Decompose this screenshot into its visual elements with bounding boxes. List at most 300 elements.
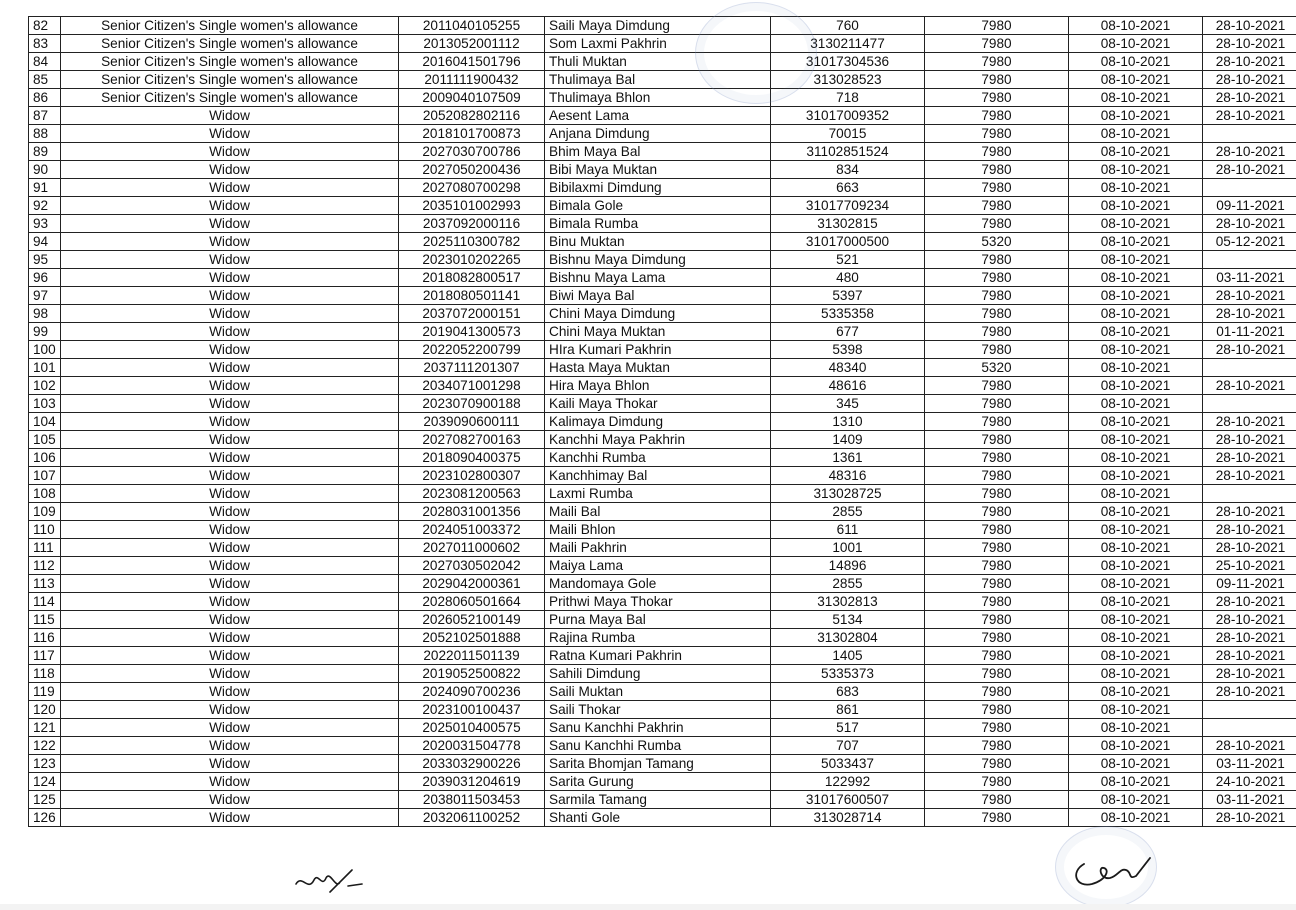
serial-number-cell: 103 [29, 395, 61, 413]
serial-number-cell: 94 [29, 233, 61, 251]
account-number-cell: 70015 [771, 125, 925, 143]
serial-number-cell: 126 [29, 809, 61, 827]
serial-number-cell: 82 [29, 17, 61, 35]
account-number-cell: 2855 [771, 575, 925, 593]
beneficiary-id-cell: 2019052500822 [399, 665, 545, 683]
beneficiary-id-cell: 2032061100252 [399, 809, 545, 827]
table-row [29, 449, 1296, 467]
beneficiary-id-cell: 2052082802116 [399, 107, 545, 125]
issue-date-cell: 08-10-2021 [1069, 53, 1203, 71]
account-number-cell: 31017304536 [771, 53, 925, 71]
payment-date-cell: 28-10-2021 [1203, 89, 1296, 107]
payment-date-cell [1203, 701, 1296, 719]
table-row [29, 719, 1296, 737]
payment-date-cell: 28-10-2021 [1203, 71, 1296, 89]
payment-date-cell: 28-10-2021 [1203, 17, 1296, 35]
issue-date-cell: 08-10-2021 [1069, 323, 1203, 341]
issue-date-cell: 08-10-2021 [1069, 737, 1203, 755]
serial-number-cell: 112 [29, 557, 61, 575]
issue-date-cell: 08-10-2021 [1069, 629, 1203, 647]
allowance-type-cell: Widow [61, 521, 399, 539]
beneficiary-name-cell: Kanchhi Maya Pakhrin [545, 431, 771, 449]
account-number-cell: 31017709234 [771, 197, 925, 215]
allowance-type-cell: Widow [61, 611, 399, 629]
account-number-cell: 31017600507 [771, 791, 925, 809]
table-row [29, 35, 1296, 53]
allowance-type-cell: Widow [61, 197, 399, 215]
beneficiary-id-cell: 2018101700873 [399, 125, 545, 143]
beneficiary-id-cell: 2027030700786 [399, 143, 545, 161]
beneficiary-id-cell: 2024051003372 [399, 521, 545, 539]
issue-date-cell: 08-10-2021 [1069, 539, 1203, 557]
table-row [29, 665, 1296, 683]
beneficiary-name-cell: Laxmi Rumba [545, 485, 771, 503]
beneficiary-id-cell: 2025010400575 [399, 719, 545, 737]
payment-date-cell: 24-10-2021 [1203, 773, 1296, 791]
amount-cell: 7980 [925, 647, 1069, 665]
table-row [29, 611, 1296, 629]
payment-date-cell [1203, 359, 1296, 377]
table-row [29, 359, 1296, 377]
issue-date-cell: 08-10-2021 [1069, 161, 1203, 179]
amount-cell: 7980 [925, 143, 1069, 161]
amount-cell: 7980 [925, 557, 1069, 575]
amount-cell: 7980 [925, 791, 1069, 809]
amount-cell: 7980 [925, 719, 1069, 737]
serial-number-cell: 99 [29, 323, 61, 341]
serial-number-cell: 93 [29, 215, 61, 233]
issue-date-cell: 08-10-2021 [1069, 665, 1203, 683]
issue-date-cell: 08-10-2021 [1069, 179, 1203, 197]
beneficiary-id-cell: 2029042000361 [399, 575, 545, 593]
allowance-type-cell: Widow [61, 107, 399, 125]
allowance-type-cell: Widow [61, 503, 399, 521]
allowance-type-cell: Widow [61, 413, 399, 431]
account-number-cell: 48316 [771, 467, 925, 485]
account-number-cell: 5335358 [771, 305, 925, 323]
amount-cell: 7980 [925, 341, 1069, 359]
amount-cell: 7980 [925, 737, 1069, 755]
issue-date-cell: 08-10-2021 [1069, 809, 1203, 827]
table-row [29, 107, 1296, 125]
allowance-type-cell: Widow [61, 629, 399, 647]
amount-cell: 7980 [925, 35, 1069, 53]
allowance-type-cell: Widow [61, 395, 399, 413]
serial-number-cell: 96 [29, 269, 61, 287]
beneficiary-id-cell: 2039031204619 [399, 773, 545, 791]
issue-date-cell: 08-10-2021 [1069, 755, 1203, 773]
table-row [29, 539, 1296, 557]
allowance-type-cell: Widow [61, 287, 399, 305]
allowance-type-cell: Widow [61, 161, 399, 179]
payment-date-cell: 05-12-2021 [1203, 233, 1296, 251]
table-row [29, 53, 1296, 71]
allowance-type-cell: Widow [61, 143, 399, 161]
allowance-type-cell: Senior Citizen's Single women's allowance [61, 89, 399, 107]
table-body [29, 17, 1296, 827]
issue-date-cell: 08-10-2021 [1069, 773, 1203, 791]
beneficiary-id-cell: 2023102800307 [399, 467, 545, 485]
amount-cell: 7980 [925, 503, 1069, 521]
allowance-type-cell: Widow [61, 449, 399, 467]
beneficiary-name-cell: Bimala Rumba [545, 215, 771, 233]
issue-date-cell: 08-10-2021 [1069, 269, 1203, 287]
serial-number-cell: 87 [29, 107, 61, 125]
account-number-cell: 5398 [771, 341, 925, 359]
beneficiary-name-cell: Chini Maya Muktan [545, 323, 771, 341]
beneficiary-name-cell: Som Laxmi Pakhrin [545, 35, 771, 53]
allowance-type-cell: Widow [61, 791, 399, 809]
amount-cell: 7980 [925, 89, 1069, 107]
allowance-type-cell: Widow [61, 539, 399, 557]
beneficiary-name-cell: Binu Muktan [545, 233, 771, 251]
serial-number-cell: 102 [29, 377, 61, 395]
beneficiary-name-cell: Bishnu Maya Lama [545, 269, 771, 287]
issue-date-cell: 08-10-2021 [1069, 107, 1203, 125]
amount-cell: 7980 [925, 629, 1069, 647]
beneficiary-name-cell: Chini Maya Dimdung [545, 305, 771, 323]
amount-cell: 7980 [925, 683, 1069, 701]
payment-date-cell: 25-10-2021 [1203, 557, 1296, 575]
payment-date-cell: 28-10-2021 [1203, 107, 1296, 125]
serial-number-cell: 101 [29, 359, 61, 377]
account-number-cell: 683 [771, 683, 925, 701]
amount-cell: 7980 [925, 665, 1069, 683]
table-row [29, 17, 1296, 35]
table-row [29, 503, 1296, 521]
serial-number-cell: 109 [29, 503, 61, 521]
payment-date-cell: 28-10-2021 [1203, 809, 1296, 827]
issue-date-cell: 08-10-2021 [1069, 791, 1203, 809]
issue-date-cell: 08-10-2021 [1069, 305, 1203, 323]
payment-date-cell: 28-10-2021 [1203, 665, 1296, 683]
serial-number-cell: 84 [29, 53, 61, 71]
account-number-cell: 834 [771, 161, 925, 179]
payment-date-cell: 28-10-2021 [1203, 449, 1296, 467]
serial-number-cell: 121 [29, 719, 61, 737]
payment-date-cell: 28-10-2021 [1203, 53, 1296, 71]
payment-date-cell: 28-10-2021 [1203, 539, 1296, 557]
serial-number-cell: 86 [29, 89, 61, 107]
serial-number-cell: 124 [29, 773, 61, 791]
issue-date-cell: 08-10-2021 [1069, 395, 1203, 413]
issue-date-cell: 08-10-2021 [1069, 449, 1203, 467]
beneficiary-id-cell: 2037111201307 [399, 359, 545, 377]
allowance-type-cell: Widow [61, 593, 399, 611]
serial-number-cell: 90 [29, 161, 61, 179]
table-row [29, 323, 1296, 341]
beneficiary-id-cell: 2009040107509 [399, 89, 545, 107]
beneficiary-name-cell: Bibi Maya Muktan [545, 161, 771, 179]
serial-number-cell: 118 [29, 665, 61, 683]
payment-date-cell: 03-11-2021 [1203, 791, 1296, 809]
allowance-type-cell: Widow [61, 755, 399, 773]
beneficiary-name-cell: Bishnu Maya Dimdung [545, 251, 771, 269]
beneficiary-id-cell: 2023100100437 [399, 701, 545, 719]
account-number-cell: 31302804 [771, 629, 925, 647]
table-row [29, 593, 1296, 611]
beneficiary-name-cell: Mandomaya Gole [545, 575, 771, 593]
table-row [29, 71, 1296, 89]
table-row [29, 737, 1296, 755]
table-row [29, 755, 1296, 773]
account-number-cell: 861 [771, 701, 925, 719]
amount-cell: 5320 [925, 359, 1069, 377]
table-row [29, 377, 1296, 395]
beneficiary-id-cell: 2037092000116 [399, 215, 545, 233]
beneficiary-name-cell: Ratna Kumari Pakhrin [545, 647, 771, 665]
allowance-type-cell: Widow [61, 251, 399, 269]
serial-number-cell: 92 [29, 197, 61, 215]
serial-number-cell: 98 [29, 305, 61, 323]
beneficiary-name-cell: Kaili Maya Thokar [545, 395, 771, 413]
amount-cell: 7980 [925, 197, 1069, 215]
table-row [29, 647, 1296, 665]
issue-date-cell: 08-10-2021 [1069, 719, 1203, 737]
beneficiary-id-cell: 2039090600111 [399, 413, 545, 431]
amount-cell: 7980 [925, 773, 1069, 791]
allowance-type-cell: Widow [61, 323, 399, 341]
allowance-type-cell: Widow [61, 485, 399, 503]
serial-number-cell: 97 [29, 287, 61, 305]
payment-date-cell: 28-10-2021 [1203, 503, 1296, 521]
account-number-cell: 1001 [771, 539, 925, 557]
account-number-cell: 760 [771, 17, 925, 35]
issue-date-cell: 08-10-2021 [1069, 215, 1203, 233]
signature-icon [292, 862, 372, 900]
payment-date-cell: 28-10-2021 [1203, 341, 1296, 359]
serial-number-cell: 123 [29, 755, 61, 773]
table-row [29, 341, 1296, 359]
issue-date-cell: 08-10-2021 [1069, 377, 1203, 395]
serial-number-cell: 105 [29, 431, 61, 449]
issue-date-cell: 08-10-2021 [1069, 233, 1203, 251]
account-number-cell: 48340 [771, 359, 925, 377]
beneficiary-name-cell: Purna Maya Bal [545, 611, 771, 629]
amount-cell: 7980 [925, 305, 1069, 323]
payment-date-cell [1203, 719, 1296, 737]
beneficiary-name-cell: Biwi Maya Bal [545, 287, 771, 305]
payment-date-cell: 28-10-2021 [1203, 629, 1296, 647]
beneficiary-name-cell: Sarmila Tamang [545, 791, 771, 809]
beneficiary-id-cell: 2027082700163 [399, 431, 545, 449]
account-number-cell: 5397 [771, 287, 925, 305]
issue-date-cell: 08-10-2021 [1069, 683, 1203, 701]
allowance-type-cell: Widow [61, 359, 399, 377]
beneficiary-id-cell: 2052102501888 [399, 629, 545, 647]
account-number-cell: 480 [771, 269, 925, 287]
table-row [29, 197, 1296, 215]
beneficiary-id-cell: 2013052001112 [399, 35, 545, 53]
serial-number-cell: 114 [29, 593, 61, 611]
payment-date-cell: 28-10-2021 [1203, 287, 1296, 305]
payment-date-cell: 28-10-2021 [1203, 611, 1296, 629]
account-number-cell: 313028523 [771, 71, 925, 89]
allowance-type-cell: Senior Citizen's Single women's allowance [61, 17, 399, 35]
payment-date-cell: 01-11-2021 [1203, 323, 1296, 341]
table-row [29, 485, 1296, 503]
allowance-type-cell: Widow [61, 341, 399, 359]
amount-cell: 7980 [925, 521, 1069, 539]
table-row [29, 773, 1296, 791]
beneficiary-name-cell: Bimala Gole [545, 197, 771, 215]
amount-cell: 7980 [925, 395, 1069, 413]
account-number-cell: 5335373 [771, 665, 925, 683]
serial-number-cell: 85 [29, 71, 61, 89]
payment-date-cell: 28-10-2021 [1203, 593, 1296, 611]
serial-number-cell: 83 [29, 35, 61, 53]
account-number-cell: 3130211477 [771, 35, 925, 53]
beneficiary-name-cell: Maili Bal [545, 503, 771, 521]
issue-date-cell: 08-10-2021 [1069, 431, 1203, 449]
issue-date-cell: 08-10-2021 [1069, 197, 1203, 215]
table-row [29, 557, 1296, 575]
amount-cell: 7980 [925, 53, 1069, 71]
account-number-cell: 345 [771, 395, 925, 413]
payment-date-cell: 03-11-2021 [1203, 755, 1296, 773]
beneficiary-table [28, 16, 1296, 827]
issue-date-cell: 08-10-2021 [1069, 341, 1203, 359]
issue-date-cell: 08-10-2021 [1069, 413, 1203, 431]
payment-date-cell [1203, 485, 1296, 503]
table-row [29, 89, 1296, 107]
amount-cell: 7980 [925, 809, 1069, 827]
amount-cell: 7980 [925, 71, 1069, 89]
table-row [29, 413, 1296, 431]
beneficiary-id-cell: 2019041300573 [399, 323, 545, 341]
amount-cell: 7980 [925, 107, 1069, 125]
payment-date-cell: 28-10-2021 [1203, 683, 1296, 701]
account-number-cell: 31017000500 [771, 233, 925, 251]
table-row [29, 395, 1296, 413]
serial-number-cell: 88 [29, 125, 61, 143]
issue-date-cell: 08-10-2021 [1069, 557, 1203, 575]
allowance-type-cell: Widow [61, 809, 399, 827]
amount-cell: 7980 [925, 485, 1069, 503]
issue-date-cell: 08-10-2021 [1069, 575, 1203, 593]
amount-cell: 7980 [925, 539, 1069, 557]
issue-date-cell: 08-10-2021 [1069, 521, 1203, 539]
beneficiary-name-cell: Hira Maya Bhlon [545, 377, 771, 395]
amount-cell: 7980 [925, 215, 1069, 233]
table-row [29, 215, 1296, 233]
beneficiary-id-cell: 2027011000602 [399, 539, 545, 557]
issue-date-cell: 08-10-2021 [1069, 143, 1203, 161]
account-number-cell: 31017009352 [771, 107, 925, 125]
allowance-type-cell: Widow [61, 179, 399, 197]
serial-number-cell: 116 [29, 629, 61, 647]
table-row [29, 143, 1296, 161]
beneficiary-name-cell: Saili Thokar [545, 701, 771, 719]
allowance-type-cell: Senior Citizen's Single women's allowance [61, 35, 399, 53]
beneficiary-name-cell: Thulimaya Bal [545, 71, 771, 89]
account-number-cell: 5033437 [771, 755, 925, 773]
account-number-cell: 5134 [771, 611, 925, 629]
amount-cell: 7980 [925, 575, 1069, 593]
beneficiary-id-cell: 2020031504778 [399, 737, 545, 755]
table-row [29, 683, 1296, 701]
beneficiary-id-cell: 2016041501796 [399, 53, 545, 71]
account-number-cell: 611 [771, 521, 925, 539]
payment-date-cell: 28-10-2021 [1203, 161, 1296, 179]
beneficiary-id-cell: 2027050200436 [399, 161, 545, 179]
account-number-cell: 517 [771, 719, 925, 737]
issue-date-cell: 08-10-2021 [1069, 467, 1203, 485]
account-number-cell: 31102851524 [771, 143, 925, 161]
amount-cell: 7980 [925, 17, 1069, 35]
allowance-type-cell: Widow [61, 215, 399, 233]
issue-date-cell: 08-10-2021 [1069, 89, 1203, 107]
serial-number-cell: 91 [29, 179, 61, 197]
serial-number-cell: 113 [29, 575, 61, 593]
account-number-cell: 1361 [771, 449, 925, 467]
account-number-cell: 31302813 [771, 593, 925, 611]
payment-date-cell: 09-11-2021 [1203, 197, 1296, 215]
payment-date-cell: 28-10-2021 [1203, 647, 1296, 665]
beneficiary-id-cell: 2033032900226 [399, 755, 545, 773]
serial-number-cell: 100 [29, 341, 61, 359]
table-row [29, 521, 1296, 539]
account-number-cell: 663 [771, 179, 925, 197]
allowance-type-cell: Widow [61, 647, 399, 665]
allowance-type-cell: Widow [61, 467, 399, 485]
beneficiary-id-cell: 2035101002993 [399, 197, 545, 215]
table-row [29, 467, 1296, 485]
account-number-cell: 707 [771, 737, 925, 755]
serial-number-cell: 125 [29, 791, 61, 809]
beneficiary-id-cell: 2022011501139 [399, 647, 545, 665]
amount-cell: 7980 [925, 467, 1069, 485]
beneficiary-id-cell: 2018090400375 [399, 449, 545, 467]
beneficiary-name-cell: Saili Maya Dimdung [545, 17, 771, 35]
issue-date-cell: 08-10-2021 [1069, 503, 1203, 521]
beneficiary-id-cell: 2023070900188 [399, 395, 545, 413]
page-edge [0, 904, 1296, 910]
payment-date-cell: 03-11-2021 [1203, 269, 1296, 287]
serial-number-cell: 122 [29, 737, 61, 755]
allowance-type-cell: Widow [61, 233, 399, 251]
issue-date-cell: 08-10-2021 [1069, 35, 1203, 53]
beneficiary-name-cell: Saili Muktan [545, 683, 771, 701]
allowance-type-cell: Widow [61, 431, 399, 449]
beneficiary-name-cell: Rajina Rumba [545, 629, 771, 647]
amount-cell: 7980 [925, 701, 1069, 719]
issue-date-cell: 08-10-2021 [1069, 611, 1203, 629]
beneficiary-id-cell: 2018082800517 [399, 269, 545, 287]
beneficiary-name-cell: Kanchhi Rumba [545, 449, 771, 467]
account-number-cell: 122992 [771, 773, 925, 791]
amount-cell: 7980 [925, 287, 1069, 305]
beneficiary-name-cell: Sarita Bhomjan Tamang [545, 755, 771, 773]
beneficiary-id-cell: 2027030502042 [399, 557, 545, 575]
beneficiary-name-cell: Kanchhimay Bal [545, 467, 771, 485]
beneficiary-name-cell: Prithwi Maya Thokar [545, 593, 771, 611]
table-row [29, 809, 1296, 827]
beneficiary-name-cell: Thuli Muktan [545, 53, 771, 71]
official-seal-icon [695, 2, 817, 104]
amount-cell: 7980 [925, 449, 1069, 467]
beneficiary-id-cell: 2011040105255 [399, 17, 545, 35]
amount-cell: 7980 [925, 755, 1069, 773]
account-number-cell: 313028725 [771, 485, 925, 503]
serial-number-cell: 110 [29, 521, 61, 539]
allowance-type-cell: Widow [61, 575, 399, 593]
table-row [29, 305, 1296, 323]
account-number-cell: 1405 [771, 647, 925, 665]
beneficiary-id-cell: 2028031001356 [399, 503, 545, 521]
table-row [29, 179, 1296, 197]
account-number-cell: 718 [771, 89, 925, 107]
